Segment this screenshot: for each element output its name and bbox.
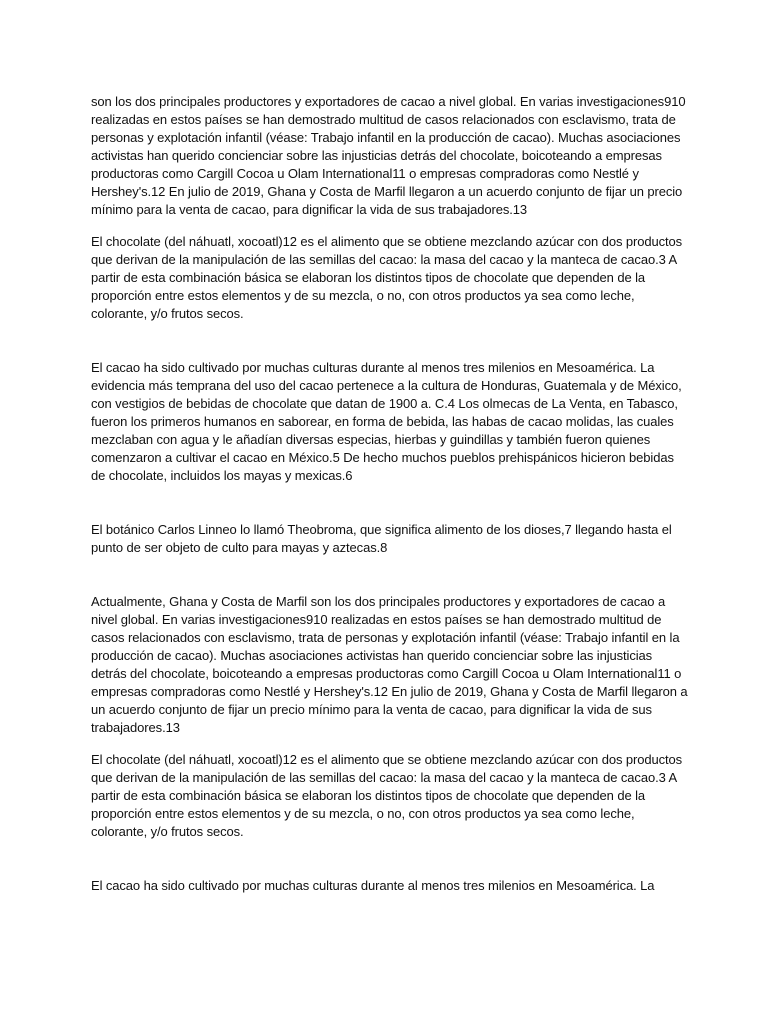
paragraph-spacer — [91, 219, 691, 233]
paragraph-theobroma: El botánico Carlos Linneo lo llamó Theobroma, que significa alimento de los dioses,7 llegando hasta el punto de ser objeto de culto para mayas y aztecas.8 — [91, 522, 672, 555]
paragraph-spacer — [91, 737, 691, 751]
paragraph-chocolate-definition: El chocolate (del náhuatl, xocoatl)12 es el alimento que se obtiene mezclando azúcar con dos productos que derivan de la manipulación de las semillas del cacao: la masa del cacao y la manteca de cacao.3 A partir de esta combinación básica se elaboran los distintos tipos de chocolate que dependen de la proporción entre estos elementos y de su mezcla, o no, con otros productos ya sea como leche, colorante, y/o frutos secos. — [91, 234, 683, 321]
paragraph-cacao-history: El cacao ha sido cultivado por muchas culturas durante al menos tres milenios en Mesoamérica. La evidencia más temprana del uso del cacao pertenece a la cultura de Honduras, Guatemala y de México, con vestigios de bebidas de chocolate que datan de 1900 a. C.4 Los olmecas de La Venta, en Tabasco, fueron los primeros humanos en saborear, en forma de bebida, las habas de cacao molidas, las cuales mezclaban con agua y le añadían diversas especias, hierbas y guindillas y también fueron quienes comenzaron a cultivar el cacao en México.5 De hecho muchos pueblos prehispánicos hicieron bebidas de chocolate, incluidos los mayas y mexicas.6 — [91, 360, 682, 483]
paragraph-chocolate-definition-repeat: El chocolate (del náhuatl, xocoatl)12 es el alimento que se obtiene mezclando azúcar con dos productos que derivan de la manipulación de las semillas del cacao: la masa del cacao y la manteca de cacao.3 A partir de esta combinación básica se elaboran los distintos tipos de chocolate que dependen de la proporción entre estos elementos y de su mezcla, o no, con otros productos ya sea como leche, colorante, y/o frutos secos. — [91, 752, 683, 839]
paragraph-cacao-producers: Actualmente, Ghana y Costa de Marfil son los dos principales productores y exportadores de cacao a nivel global. En varias investigaciones910 realizadas en estos países se han demostrado multitud de casos relacionados con esclavismo, trata de personas y explotación infantil (véase: Trabajo infantil en la producción de cacao). Muchas asociaciones activistas han querido concienciar sobre las injusticias detrás del chocolate, boicoteando a empresas productoras como Cargill Cocoa u Olam International11 o empresas compradoras como Nestlé y Hershey's.12 En julio de 2019, Ghana y Costa de Marfil llegaron a un acuerdo conjunto de fijar un precio mínimo para la venta de cacao, para dignificar la vida de sus trabajadores.13 — [91, 594, 688, 735]
paragraph-spacer — [91, 323, 691, 359]
paragraph-cacao-producers-partial: son los dos principales productores y exportadores de cacao a nivel global. En varias investigaciones910 realizadas en estos países se han demostrado multitud de casos relacionados con esclavismo, trata de personas y explotación infantil (véase: Trabajo infantil en la producción de cacao). Muchas asociaciones activistas han querido concienciar sobre las injusticias detrás del chocolate, boicoteando a empresas productoras como Cargill Cocoa u Olam International11 o empresas compradoras como Nestlé y Hershey's.12 En julio de 2019, Ghana y Costa de Marfil llegaron a un acuerdo conjunto de fijar un precio mínimo para la venta de cacao, para dignificar la vida de sus trabajadores.13 — [91, 94, 686, 217]
paragraph-cacao-history-partial: El cacao ha sido cultivado por muchas culturas durante al menos tres milenios en Mesoamérica. La — [91, 878, 655, 893]
paragraph-spacer — [91, 841, 691, 877]
paragraph-spacer — [91, 557, 691, 593]
paragraph-spacer — [91, 485, 691, 521]
document-body — [91, 93, 691, 895]
